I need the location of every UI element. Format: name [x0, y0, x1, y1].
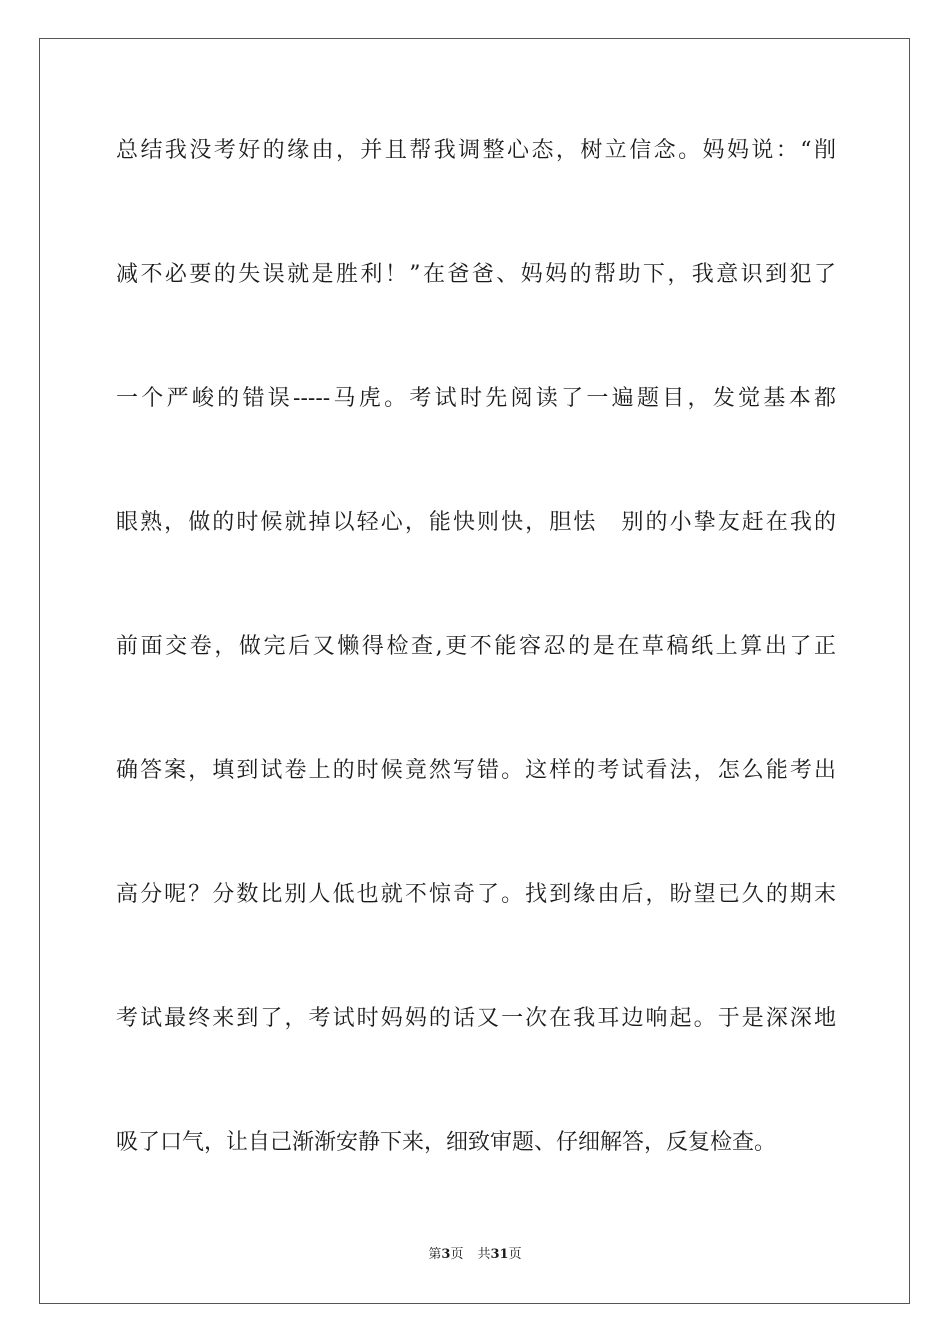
- body-line-1: 总结我没考好的缘由，并且帮我调整心态，树立信念。妈妈说：“削: [116, 138, 836, 163]
- page-footer: [0, 1246, 950, 1264]
- footer-total-prefix: 共: [477, 1247, 491, 1262]
- body-line-9: 吸了口气，让自己渐渐安静下来，细致审题、仔细解答，反复检查。: [116, 1130, 777, 1155]
- body-line-2: 减不必要的失误就是胜利！”在爸爸、妈妈的帮助下，我意识到犯了: [116, 262, 836, 287]
- body-line-3: 一个严峻的错误-----马虎。考试时先阅读了一遍题目，发觉基本都: [116, 386, 836, 411]
- footer-page-number: 3: [441, 1247, 451, 1262]
- footer-total-suffix: 页: [508, 1247, 522, 1262]
- page-border: [39, 38, 910, 1304]
- body-line-8: 考试最终来到了，考试时妈妈的话又一次在我耳边响起。于是深深地: [116, 1006, 836, 1031]
- body-line-4: 眼熟，做的时候就掉以轻心，能快则快，胆怯 别的小挚友赶在我的: [116, 510, 836, 535]
- body-line-6: 确答案，填到试卷上的时候竟然写错。这样的考试看法，怎么能考出: [116, 758, 836, 783]
- footer-total-pages: 31: [490, 1247, 509, 1262]
- footer-page-prefix: 第: [428, 1247, 442, 1262]
- body-line-7: 高分呢？分数比别人低也就不惊奇了。找到缘由后，盼望已久的期末: [116, 882, 836, 907]
- body-line-5: 前面交卷，做完后又懒得检查,更不能容忍的是在草稿纸上算出了正: [116, 634, 836, 659]
- footer-page-suffix: 页: [450, 1247, 464, 1262]
